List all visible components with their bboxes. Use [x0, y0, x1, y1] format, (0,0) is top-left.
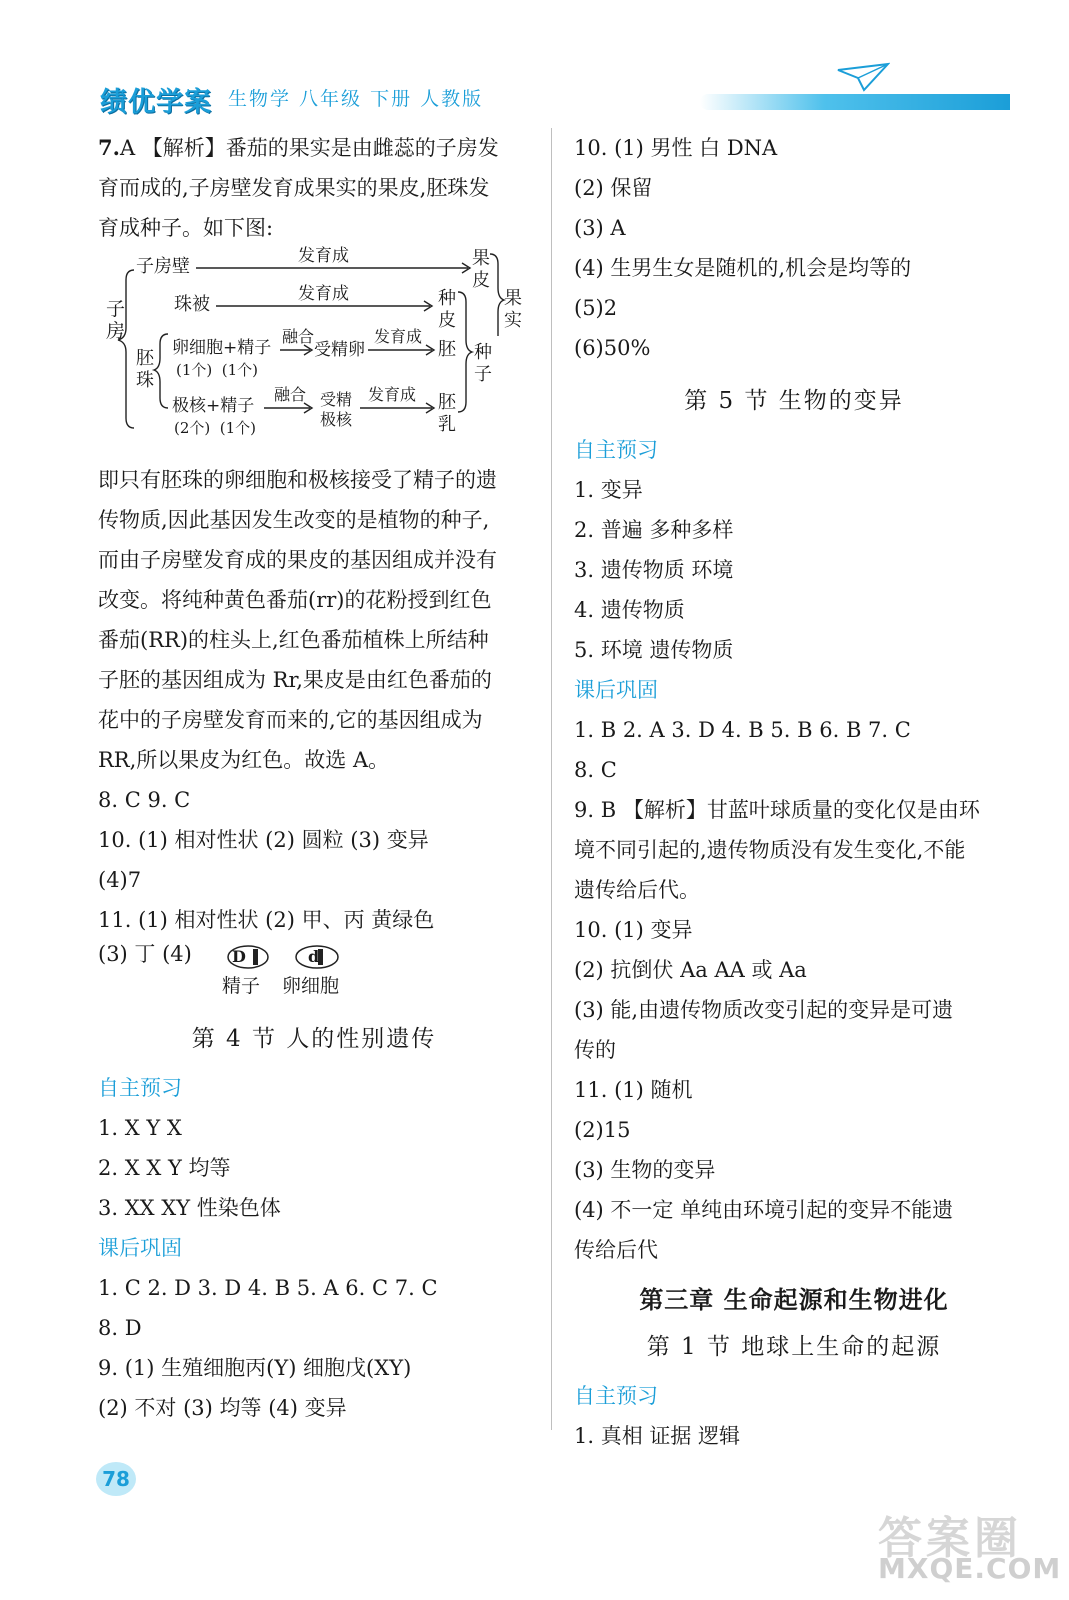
s4-preview-1: 1. X Y X	[98, 1116, 182, 1140]
q8-9-answers: 8. C 9. C	[98, 788, 191, 812]
s5-answers-6: 10. (1) 变异	[574, 918, 693, 942]
diagram-egg-plus-sperm: 卵细胞+精子	[172, 338, 272, 358]
r-q10-5: (5)2	[574, 296, 618, 320]
q7-line-1: 7.A 【解析】番茄的果实是由雌蕊的子房发	[98, 135, 499, 160]
r-q10-1: 10. (1) 男性 白 DNA	[574, 136, 778, 160]
s5-answers-4: 境不同引起的,遗传物质没有发生变化,不能	[574, 838, 966, 862]
diagram-integument: 珠被	[174, 294, 210, 315]
diagram-fertilized-polar-2: 极核	[320, 410, 353, 429]
section-4-title: 第 4 节 人的性别遗传	[191, 1026, 437, 1052]
diagram-ovule: 胚珠	[136, 348, 154, 391]
s5-preview-3: 3. 遗传物质 环境	[574, 558, 734, 582]
q7-line-3: 育成种子。如下图:	[98, 216, 274, 240]
c3-preview-label: 自主预习	[574, 1384, 658, 1408]
diagram-seed: 种子	[474, 342, 492, 385]
right-column	[574, 128, 1014, 1456]
r-q10-4: (4) 生男生女是随机的,机会是均等的	[574, 256, 912, 280]
s5-answers-2: 8. C	[574, 758, 617, 782]
q10-answers-b: (4)7	[98, 868, 142, 892]
chapter-3-title: 第三章 生命起源和生物进化	[639, 1286, 949, 1314]
q10-answers-a: 10. (1) 相对性状 (2) 圆粒 (3) 变异	[98, 828, 429, 852]
q11-answers-b: (3) 丁 (4)	[98, 942, 192, 966]
r-q10-6: (6)50%	[574, 336, 651, 360]
s5-answers-11: (2)15	[574, 1118, 631, 1142]
q7-cont-3: 而由子房壁发育成的果皮的基因组成并没有	[98, 548, 497, 572]
q7-cont-1: 即只有胚珠的卵细胞和极核接受了精子的遗	[98, 468, 497, 492]
diagram-develop-1: 发育成	[298, 246, 349, 266]
s4-answers-1: 1. C 2. D 3. D 4. B 5. A 6. C 7. C	[98, 1276, 438, 1300]
s5-answers-1: 1. B 2. A 3. D 4. B 5. B 6. B 7. C	[574, 718, 911, 742]
left-column	[98, 128, 530, 1428]
page-number: 78	[96, 1462, 136, 1496]
s5-answers-3: 9. B 【解析】甘蓝叶球质量的变化仅是由环	[574, 798, 980, 822]
q7-cont-2: 传物质,因此基因发生改变的是植物的种子,	[98, 508, 490, 532]
egg-label: 卵细胞	[282, 975, 340, 997]
q7-cont-8: RR,所以果皮为红色。故选 A。	[98, 748, 390, 772]
diagram-polar-plus-sperm: 极核+精子	[172, 396, 255, 416]
q11-cells	[98, 940, 530, 1006]
column-divider	[551, 128, 552, 1430]
s5-preview-4: 4. 遗传物质	[574, 598, 685, 622]
s5-preview-1: 1. 变异	[574, 478, 643, 502]
diagram-fruit: 果实	[504, 288, 522, 331]
diagram-seed-coat: 种皮	[438, 288, 456, 331]
s5-answers-14: 传给后代	[574, 1238, 658, 1262]
diagram-polar-count: (2个) (1个)	[174, 419, 257, 437]
r-q10-2: (2) 保留	[574, 176, 653, 200]
q7-cont-5: 番茄(RR)的柱头上,红色番茄植株上所结种	[98, 628, 489, 652]
s5-preview-label: 自主预习	[574, 438, 658, 462]
diagram-fertilized-egg: 受精卵	[314, 340, 365, 360]
s4-answers-3: 9. (1) 生殖细胞丙(Y) 细胞戊(XY)	[98, 1356, 412, 1380]
watermark-logo: 答案圈	[878, 1513, 1022, 1564]
section-1-title: 第 1 节 地球上生命的起源	[646, 1334, 942, 1360]
egg-gene: d	[308, 947, 320, 966]
diagram-ovary-wall: 子房壁	[136, 256, 190, 277]
s4-preview-2: 2. X X Y 均等	[98, 1156, 231, 1180]
s4-preview-3: 3. XX XY 性染色体	[98, 1196, 281, 1220]
section-5-title: 第 5 节 生物的变异	[684, 388, 904, 414]
diagram-fuse-2: 融合	[274, 385, 307, 404]
header-bar	[700, 94, 1010, 110]
diagram-fuse-1: 融合	[282, 327, 315, 346]
diagram-ovary: 子房	[106, 298, 126, 342]
c3-preview-1: 1. 真相 证据 逻辑	[574, 1424, 741, 1448]
r-q10-3: (3) A	[574, 216, 626, 240]
s4-answers-2: 8. D	[98, 1316, 142, 1340]
s5-answers-7: (2) 抗倒伏 Aa AA 或 Aa	[574, 958, 807, 982]
s4-consolidate-label: 课后巩固	[98, 1236, 182, 1260]
sperm-gene: D	[232, 947, 246, 966]
s5-answers-9: 传的	[574, 1038, 616, 1062]
s5-preview-2: 2. 普遍 多种多样	[574, 518, 734, 542]
diagram-embryo: 胚	[438, 339, 456, 360]
s5-answers-10: 11. (1) 随机	[574, 1078, 693, 1102]
s5-answers-5: 遗传给后代。	[574, 878, 700, 902]
q7-line-2: 育而成的,子房壁发育成果实的果皮,胚珠发	[98, 176, 490, 200]
diagram-develop-3: 发育成	[374, 327, 423, 346]
diagram-fertilized-polar-1: 受精	[320, 390, 353, 409]
q7-cont-6: 子胚的基因组成为 Rr,果皮是由红色番茄的	[98, 668, 492, 692]
diagram-egg-count: (1个) (1个)	[176, 361, 259, 379]
diagram-endosperm: 胚乳	[438, 392, 456, 435]
diagram-develop-2: 发育成	[298, 284, 349, 304]
s5-preview-5: 5. 环境 遗传物质	[574, 638, 734, 662]
sperm-label: 精子	[222, 975, 261, 997]
s5-consolidate-label: 课后巩固	[574, 678, 658, 702]
s5-answers-13: (4) 不一定 单纯由环境引起的变异不能遗	[574, 1198, 954, 1222]
diagram-develop-4: 发育成	[368, 385, 417, 404]
s5-answers-12: (3) 生物的变异	[574, 1158, 716, 1182]
s4-preview-label: 自主预习	[98, 1076, 182, 1100]
s5-answers-8: (3) 能,由遗传物质改变引起的变异是可遗	[574, 998, 954, 1022]
s4-answers-4: (2) 不对 (3) 均等 (4) 变异	[98, 1396, 347, 1420]
q11-answers-a: 11. (1) 相对性状 (2) 甲、丙 黄绿色	[98, 908, 435, 932]
subject-title: 生物学 八年级 下册 人教版	[228, 88, 484, 110]
q7-cont-4: 改变。将纯种黄色番茄(rr)的花粉授到红色	[98, 588, 492, 612]
brand-logo: 绩优学案	[100, 87, 212, 118]
watermark-url: MXQE.COM	[878, 1552, 1062, 1585]
q7-cont-7: 花中的子房壁发育而来的,它的基因组成为	[98, 708, 483, 732]
page-header	[0, 0, 1069, 120]
diagram-pericarp: 果皮	[472, 248, 490, 291]
fruit-development-diagram	[98, 248, 530, 460]
paper-plane-icon	[836, 62, 890, 92]
